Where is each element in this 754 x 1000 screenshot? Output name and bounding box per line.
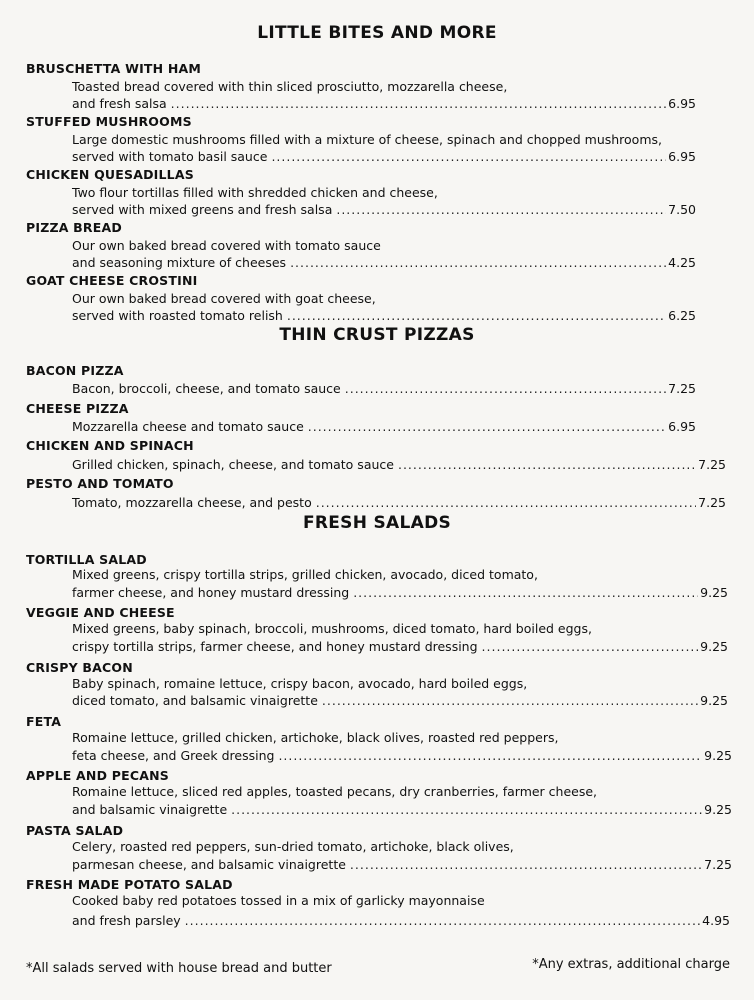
item-price-line [72, 308, 696, 323]
item-name: BRUSCHETTA WITH HAM [26, 61, 202, 76]
item-price-line [72, 381, 696, 396]
item-name: FETA [26, 714, 62, 729]
item-price-line [72, 457, 726, 472]
item-name: BACON PIZZA [26, 363, 124, 378]
item-description: feta cheese, and Greek dressing [72, 748, 275, 763]
item-description: parmesan cheese, and balsamic vinaigrette [72, 857, 346, 872]
item-description: served with mixed greens and fresh salsa [72, 202, 333, 217]
item-description: and seasoning mixture of cheeses [72, 255, 287, 270]
item-price: 6.25 [668, 308, 696, 323]
dot-leader [322, 693, 698, 708]
dot-leader [350, 857, 702, 872]
item-price-line [72, 419, 696, 434]
item-price: 9.25 [704, 802, 732, 817]
section-title-little-bites: LITTLE BITES AND MORE [257, 23, 497, 43]
item-description: Two flour tortillas filled with shredded chicken and cheese, [72, 185, 438, 200]
item-price: 7.25 [698, 495, 726, 510]
item-description: Mozzarella cheese and tomato sauce [72, 419, 304, 434]
item-price-line [72, 802, 732, 817]
dot-leader [185, 913, 700, 928]
section-title-fresh-salads: FRESH SALADS [302, 513, 452, 533]
item-name: CHICKEN QUESADILLAS [26, 167, 194, 182]
item-description: served with roasted tomato relish [72, 308, 283, 323]
item-name: APPLE AND PECANS [26, 768, 169, 783]
item-price: 4.25 [668, 255, 696, 270]
dot-leader [316, 495, 696, 510]
item-price: 6.95 [668, 419, 696, 434]
section-title-thin-crust-pizzas: THIN CRUST PIZZAS [279, 325, 475, 345]
item-name: GOAT CHEESE CROSTINI [26, 273, 198, 288]
item-price: 7.25 [698, 457, 726, 472]
item-description: Our own baked bread covered with tomato sauce [72, 238, 381, 253]
item-name: TORTILLA SALAD [26, 552, 147, 567]
item-name: FRESH MADE POTATO SALAD [26, 877, 233, 892]
dot-leader [353, 585, 698, 600]
item-description: Our own baked bread covered with goat cheese, [72, 291, 376, 306]
dot-leader [336, 202, 666, 217]
dot-leader [290, 255, 666, 270]
item-description: Baby spinach, romaine lettuce, crispy bacon, avocado, hard boiled eggs, [72, 676, 528, 691]
item-price-line [72, 693, 728, 708]
item-name: CRISPY BACON [26, 660, 133, 675]
item-description: diced tomato, and balsamic vinaigrette [72, 693, 318, 708]
dot-leader [345, 381, 666, 396]
item-price-line [72, 495, 726, 510]
item-price-line [72, 255, 696, 270]
item-name: PASTA SALAD [26, 823, 124, 838]
dot-leader [482, 639, 699, 654]
item-price-line [72, 639, 728, 654]
item-price: 4.95 [702, 913, 730, 928]
item-price-line [72, 748, 732, 763]
item-description: Mixed greens, crispy tortilla strips, grilled chicken, avocado, diced tomato, [72, 567, 538, 582]
dot-leader [308, 419, 666, 434]
item-description: crispy tortilla strips, farmer cheese, and honey mustard dressing [72, 639, 478, 654]
item-price: 9.25 [704, 748, 732, 763]
item-description: Romaine lettuce, grilled chicken, artichoke, black olives, roasted red peppers, [72, 730, 559, 745]
dot-leader [278, 748, 702, 763]
item-price-line [72, 585, 728, 600]
item-description: served with tomato basil sauce [72, 149, 268, 164]
item-name: STUFFED MUSHROOMS [26, 114, 192, 129]
item-description: Romaine lettuce, sliced red apples, toasted pecans, dry cranberries, farmer cheese, [72, 784, 598, 799]
item-name: CHEESE PIZZA [26, 401, 129, 416]
item-price: 9.25 [700, 585, 728, 600]
item-price-line [72, 913, 730, 928]
item-description: Celery, roasted red peppers, sun-dried tomato, artichoke, black olives, [72, 839, 514, 854]
item-price: 7.50 [668, 202, 696, 217]
item-description: Cooked baby red potatoes tossed in a mix of garlicky mayonnaise [72, 893, 485, 908]
item-price-line [72, 96, 696, 111]
item-price-line [72, 857, 732, 872]
dot-leader [171, 96, 666, 111]
item-description: Mixed greens, baby spinach, broccoli, mushrooms, diced tomato, hard boiled eggs, [72, 621, 592, 636]
dot-leader [398, 457, 696, 472]
item-price: 9.25 [700, 693, 728, 708]
item-price: 9.25 [700, 639, 728, 654]
item-name: VEGGIE AND CHEESE [26, 605, 175, 620]
dot-leader [271, 149, 666, 164]
item-description: farmer cheese, and honey mustard dressing [72, 585, 350, 600]
item-description: and fresh parsley [72, 913, 181, 928]
item-price: 6.95 [668, 96, 696, 111]
item-description: Grilled chicken, spinach, cheese, and tomato sauce [72, 457, 394, 472]
item-description: and fresh salsa [72, 96, 167, 111]
item-description: Tomato, mozzarella cheese, and pesto [72, 495, 312, 510]
item-description: Large domestic mushrooms filled with a mixture of cheese, spinach and chopped mushrooms, [72, 132, 662, 147]
item-price: 6.95 [668, 149, 696, 164]
footnote-extras: *Any extras, additional charge [532, 957, 730, 972]
item-price: 7.25 [668, 381, 696, 396]
item-price-line [72, 202, 696, 217]
item-name: PESTO AND TOMATO [26, 476, 174, 491]
item-name: PIZZA BREAD [26, 220, 122, 235]
item-description: Toasted bread covered with thin sliced prosciutto, mozzarella cheese, [72, 79, 508, 94]
item-description: and balsamic vinaigrette [72, 802, 228, 817]
item-price-line [72, 149, 696, 164]
item-price: 7.25 [704, 857, 732, 872]
item-description: Bacon, broccoli, cheese, and tomato sauce [72, 381, 341, 396]
item-name: CHICKEN AND SPINACH [26, 438, 194, 453]
dot-leader [231, 802, 702, 817]
dot-leader [287, 308, 666, 323]
footnote-bread: *All salads served with house bread and butter [26, 961, 332, 976]
